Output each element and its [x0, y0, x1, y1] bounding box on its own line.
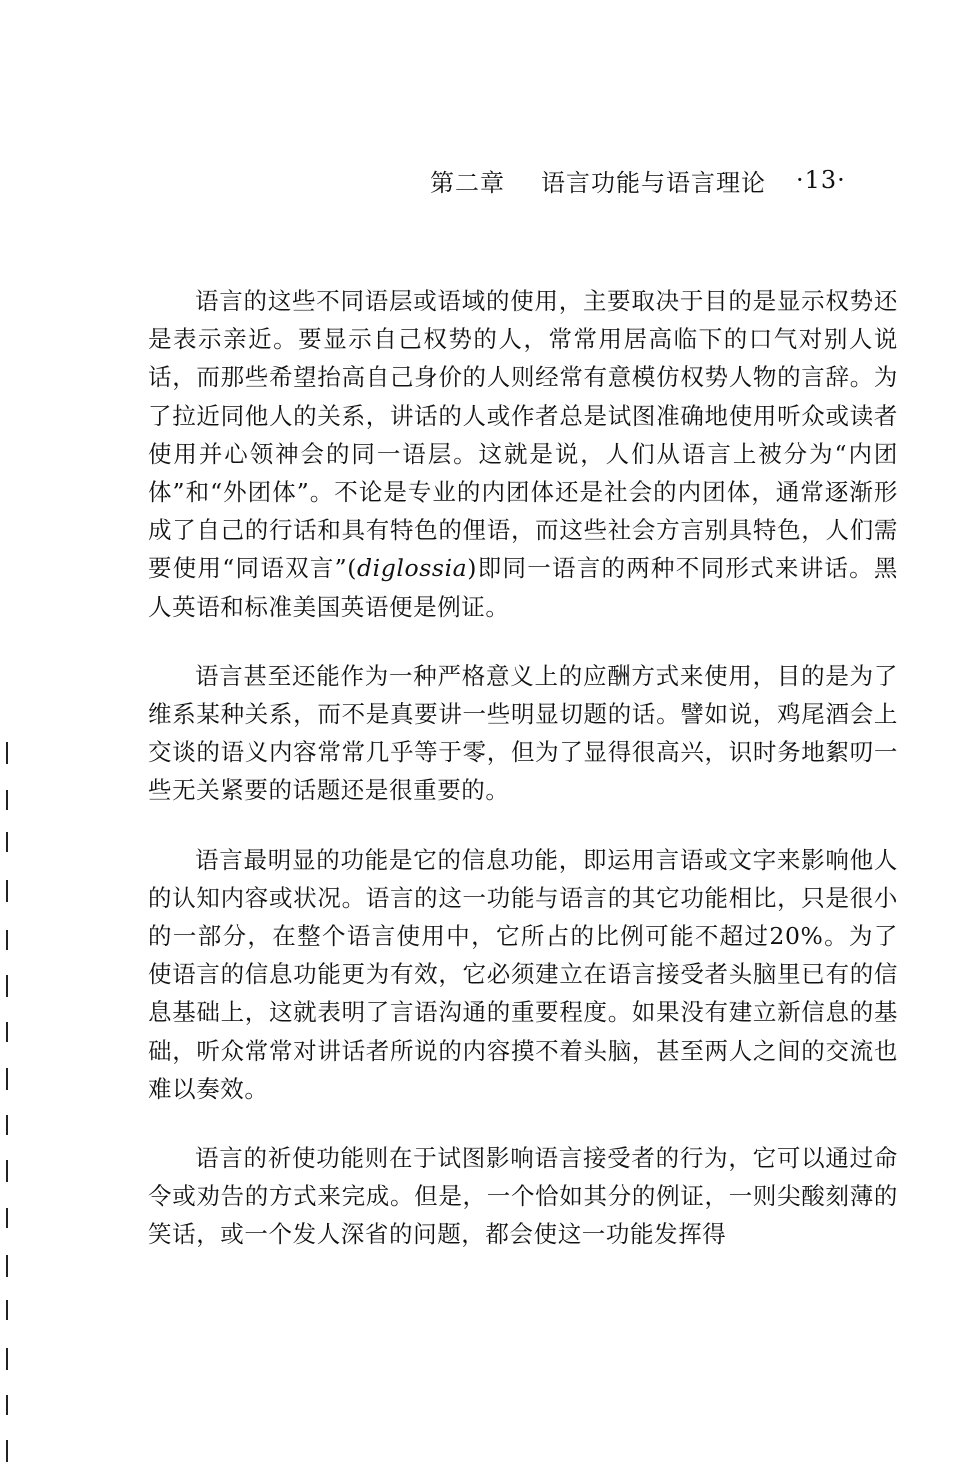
chapter-label: 第二章: [430, 168, 505, 197]
scan-edge-mark: [6, 1160, 8, 1182]
scan-edge-mark: [6, 1208, 8, 1228]
paragraph-1: [148, 282, 898, 626]
scan-edge-mark: [6, 1115, 8, 1135]
page-number: ·13·: [796, 166, 846, 194]
scan-edge-mark: [6, 1255, 8, 1277]
chapter-title: 语言功能与语言理论: [541, 168, 766, 197]
scan-edge-mark: [6, 742, 8, 764]
paragraph-1-text-before: 语言的这些不同语层或语域的使用，主要取决于目的是显示权势还是表示亲近。要显示自己权势的人，常常用居高临下的口气对别人说话，而那些希望抬高自己身价的人则经常有意模仿权势人物的言辞。为了拉近同他人的关系，讲话的人或作者总是试图准确地使用听众或读者使用并心领神会的同一语层。这就是说，人们从语言上被分为“内团体”和“外团体”。不论是专业的内团体还是社会的内团体，通常逐渐形成了自己的行话和具有特色的俚语，而这些社会方言别具特色，人们需要使用“同语双言”(: [148, 287, 898, 583]
running-header: [430, 160, 900, 200]
scan-edge-mark: [6, 1068, 8, 1090]
scan-edge-mark: [6, 930, 8, 950]
scan-edge-mark: [6, 832, 8, 852]
scan-edge-mark: [6, 790, 8, 810]
scan-edge-mark: [6, 1022, 8, 1042]
paragraph-3: 语言最明显的功能是它的信息功能，即运用言语或文字来影响他人的认知内容或状况。语言的这一功能与语言的其它功能相比，只是很小的一部分，在整个语言使用中，它所占的比例可能不超过20%。为了使语言的信息功能更为有效，它必须建立在语言接受者头脑里已有的信息基础上，这就表明了言语沟通的重要程度。如果没有建立新信息的基础，听众常常对讲话者所说的内容摸不着头脑，甚至两人之间的交流也难以奏效。: [148, 845, 898, 1103]
scan-edge-mark: [6, 880, 8, 902]
paragraph-2: 语言甚至还能作为一种严格意义上的应酬方式来使用，目的是为了维系某种关系，而不是真要讲一些明显切题的话。譬如说，鸡尾酒会上交谈的语义内容常常几乎等于零，但为了显得很高兴，识时务地絮叨一些无关紧要的话题还是很重要的。: [148, 661, 898, 805]
scan-edge-mark: [6, 1395, 8, 1415]
body-text: [148, 282, 898, 1254]
scan-edge-mark: [6, 975, 8, 997]
scan-edge-mark: [6, 1348, 8, 1370]
diglossia-term: diglossia: [356, 554, 468, 583]
paragraph-1-text-after: )即同一语言的两种不同形式来讲话。黑人英语和标准美国英语便是例证。: [148, 554, 898, 621]
paragraph-4: 语言的祈使功能则在于试图影响语言接受者的行为，它可以通过命令或劝告的方式来完成。但是，一个恰如其分的例证，一则尖酸刻薄的笑话，或一个发人深省的问题，都会使这一功能发挥得: [148, 1144, 898, 1249]
scan-edge-mark: [6, 1440, 8, 1462]
scan-edge-mark: [6, 1300, 8, 1320]
